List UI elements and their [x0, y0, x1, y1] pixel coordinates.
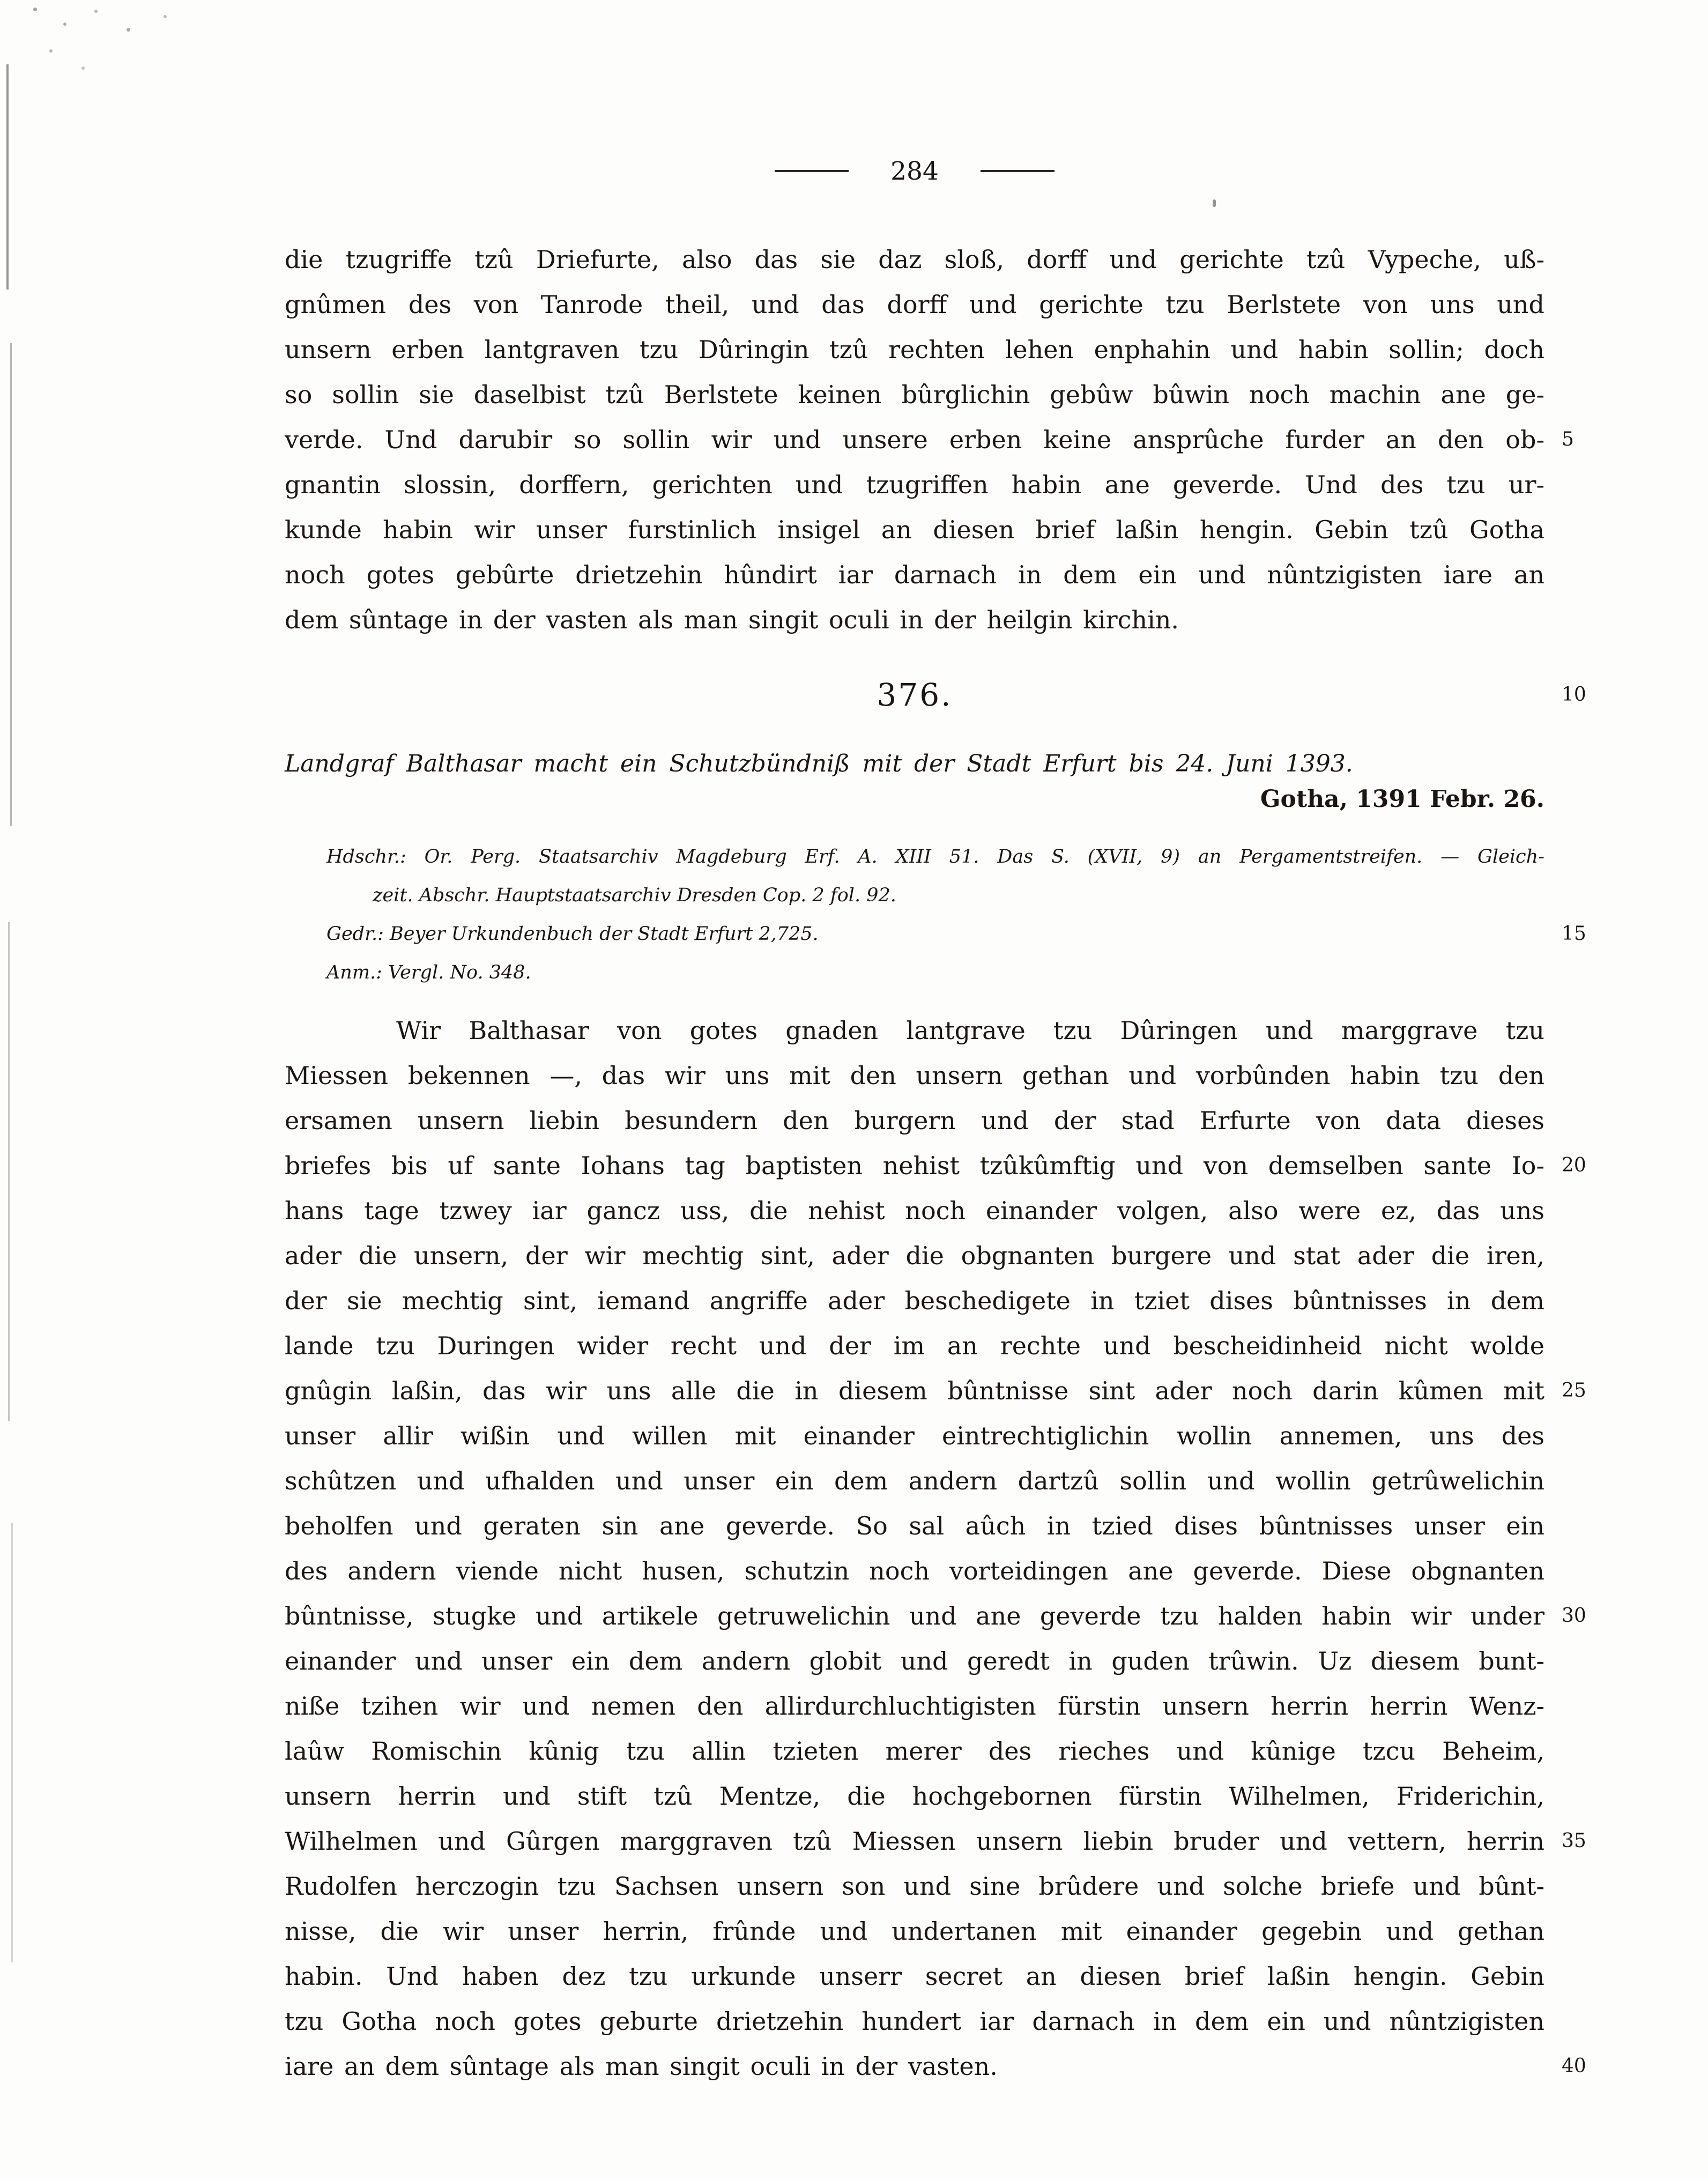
page-content	[285, 0, 1586, 2089]
text-line	[285, 1278, 1544, 1323]
text-line-content: ersamen unsern liebin besundern den burgern und der stad Erfurte von data dieses	[285, 1106, 1544, 1135]
text-line-content: die tzugriffe tzû Driefurte, also das sie daz sloß, dorff und gerichte tzû Vypeche, uß-	[285, 245, 1544, 274]
text-line-content: briefes bis uf sante Iohans tag baptisten nehist tzûkûmftig und von demselben sante Io-	[285, 1151, 1544, 1180]
text-line-content: Wir Balthasar von gotes gnaden lantgrave tzu Dûringen und marggrave tzu	[396, 1016, 1544, 1045]
text-line-content: verde. Und darubir so sollin wir und unsere erben keine ansprûche furder an den ob-	[285, 425, 1544, 454]
binding-scan-artifact	[8, 922, 10, 1421]
text-line	[285, 1774, 1544, 1819]
text-line	[285, 1684, 1544, 1729]
text-line-content: unser allir wißin und willen mit einander eintrechtiglichin wollin annemen, uns des	[285, 1421, 1544, 1450]
text-line-content: Wilhelmen und Gûrgen marggraven tzû Miessen unsern liebin bruder und vettern, herrin	[285, 1827, 1544, 1856]
text-line-content: einander und unser ein dem andern globit und geredt in guden trûwin. Uz diesem bunt-	[285, 1647, 1544, 1675]
intro-paragraph	[285, 237, 1574, 642]
text-line	[285, 507, 1544, 552]
text-line	[285, 1233, 1544, 1278]
note-line-hdschr	[326, 837, 1544, 876]
text-line	[285, 1503, 1544, 1548]
scan-speck	[63, 23, 66, 26]
binding-scan-artifact	[10, 343, 12, 826]
text-line-content: nisse, die wir unser herrin, frûnde und undertanen mit einander gegebin und gethan	[285, 1917, 1544, 1946]
document-number: 376.	[877, 677, 953, 713]
margin-line-number: 25	[1562, 1380, 1586, 1402]
note-line-content: zeit. Abschr. Hauptstaatsarchiv Dresden Cop. 2 fol. 92.	[373, 885, 896, 906]
page-header	[285, 154, 1544, 188]
scan-speck	[81, 66, 85, 70]
header-rule-right	[981, 170, 1054, 172]
note-line-content: Hdschr.: Or. Perg. Staatsarchiv Magdeburg Erf. A. XIII 51. Das S. (XVII, 9) an Pergamentstreifen. — Gleich-	[326, 846, 1544, 867]
margin-line-number: 20	[1562, 1154, 1586, 1176]
header-rule-left	[775, 170, 849, 172]
scan-speck	[164, 15, 167, 18]
text-line-content: tzu Gotha noch gotes geburte drietzehin hundert iar darnach in dem ein und nûntzigisten	[285, 2007, 1544, 2036]
text-line	[285, 327, 1544, 372]
binding-scan-artifact	[6, 64, 9, 290]
text-line	[285, 1819, 1586, 1864]
text-line	[285, 1053, 1544, 1098]
text-line	[285, 1458, 1544, 1503]
margin-line-number: 30	[1562, 1605, 1586, 1627]
text-line-content: schûtzen und ufhalden und unser ein dem andern dartzû sollin und wollin getrûwelichin	[285, 1466, 1544, 1495]
text-line	[285, 1368, 1586, 1413]
text-line-content: iare an dem sûntage als man singit oculi in der vasten.	[285, 2052, 998, 2081]
scan-speck	[94, 10, 98, 13]
margin-line-number: 5	[1562, 428, 1574, 450]
text-line	[285, 552, 1544, 597]
margin-line-number: 10	[1562, 684, 1586, 706]
text-line	[285, 282, 1544, 327]
text-line-content: noch gotes gebûrte drietzehin hûndirt iar darnach in dem ein und nûntzigisten iare an	[285, 560, 1544, 589]
source-notes	[326, 837, 1586, 992]
note-line-anm	[326, 953, 1544, 992]
text-line	[285, 1638, 1544, 1684]
text-line-content: kunde habin wir unser furstinlich insigel an diesen brief laßin hengin. Gebin tzû Gotha	[285, 515, 1544, 544]
text-line-content: gnantin slossin, dorffern, gerichten und tzugriffen habin ane geverde. Und des tzu ur-	[285, 470, 1544, 499]
text-line-content: Rudolfen herczogin tzu Sachsen unsern son und sine brûdere und solche briefe und bûnt-	[285, 1872, 1544, 1901]
text-line-content: bûntnisse, stugke und artikele getruwelichin und ane geverde tzu halden habin wir under	[285, 1601, 1544, 1630]
text-line-content: beholfen und geraten sin ane geverde. So sal aûch in tzied dises bûntnisses unser ein	[285, 1511, 1544, 1540]
binding-scan-artifact	[11, 1523, 13, 1962]
text-line	[285, 462, 1544, 507]
text-line	[285, 1548, 1544, 1593]
text-line	[285, 372, 1544, 417]
text-line-content: unsern herrin und stift tzû Mentze, die hochgebornen fürstin Wilhelmen, Friderichin,	[285, 1782, 1544, 1811]
document-dateline: Gotha, 1391 Febr. 26.	[1260, 785, 1544, 813]
text-line-content: gnûmen des von Tanrode theil, und das dorff und gerichte tzu Berlstete von uns und	[285, 290, 1544, 319]
text-line-content: der sie mechtig sint, iemand angriffe ader beschedigete in tziet dises bûntnisses in dem	[285, 1286, 1544, 1315]
text-line-content: gnûgin laßin, das wir uns alle die in diesem bûntnisse sint ader noch darin kûmen mit	[285, 1376, 1544, 1405]
text-line	[285, 1729, 1544, 1774]
scan-speck	[127, 28, 130, 32]
text-line-content: dem sûntage in der vasten als man singit oculi in der heilgin kirchin.	[285, 605, 1179, 634]
text-line-content: unsern erben lantgraven tzu Dûringin tzû rechten lehen enphahin und habin sollin; doch	[285, 335, 1544, 364]
note-line-content: Anm.: Vergl. No. 348.	[326, 962, 531, 983]
text-line	[285, 417, 1574, 462]
text-line-content: Miessen bekennen —, das wir uns mit den unsern gethan und vorbûnden habin tzu den	[285, 1061, 1544, 1090]
margin-line-number: 40	[1562, 2055, 1586, 2077]
text-line	[285, 1008, 1544, 1053]
text-line	[285, 1864, 1544, 1909]
text-line-content: des andern viende nicht husen, schutzin noch vorteidingen ane geverde. Diese obgnanten	[285, 1556, 1544, 1585]
margin-line-number: 15	[1562, 923, 1586, 945]
text-line	[285, 1323, 1544, 1368]
note-line-gedr	[326, 915, 1586, 953]
text-line	[285, 1999, 1544, 2044]
scan-speck	[49, 49, 53, 53]
document-body	[285, 1008, 1586, 2089]
text-line-content: niße tzihen wir und nemen den allirdurchluchtigisten fürstin unsern herrin herrin Wenz-	[285, 1692, 1544, 1721]
text-line-content: laûw Romischin kûnig tzu allin tzieten merer des rieches und kûnige tzcu Beheim,	[285, 1737, 1544, 1766]
text-line	[285, 1954, 1544, 1999]
text-line	[285, 597, 1544, 642]
text-line	[285, 237, 1544, 282]
document-number-heading	[285, 672, 1586, 717]
margin-line-number: 35	[1562, 1830, 1586, 1852]
text-line	[285, 1593, 1586, 1638]
document-regest: Landgraf Balthasar macht ein Schutzbündniß mit der Stadt Erfurt bis 24. Juni 1393.	[285, 750, 1353, 777]
text-line-content: lande tzu Duringen wider recht und der im an rechte und bescheidinheid nicht wolde	[285, 1331, 1544, 1360]
text-line	[285, 1188, 1544, 1233]
text-line-content: habin. Und haben dez tzu urkunde unserr secret an diesen brief laßin hengin. Gebin	[285, 1962, 1544, 1991]
text-line	[285, 1098, 1544, 1143]
text-line-content: hans tage tzwey iar gancz uss, die nehist noch einander volgen, also were ez, das uns	[285, 1196, 1544, 1225]
note-line-content: Gedr.: Beyer Urkundenbuch der Stadt Erfurt 2,725.	[326, 923, 819, 945]
text-line-content: so sollin sie daselbist tzû Berlstete keinen bûrglichin gebûw bûwin noch machin ane ge-	[285, 380, 1544, 409]
text-line	[285, 1143, 1586, 1188]
scan-speck	[33, 8, 37, 11]
text-line	[285, 1909, 1544, 1954]
text-line-content: ader die unsern, der wir mechtig sint, ader die obgnanten burgere und stat ader die iren,	[285, 1241, 1544, 1270]
note-line-hdschr-continued	[326, 876, 1544, 915]
text-line	[285, 1413, 1544, 1458]
page-number: 284	[890, 156, 939, 186]
text-line	[285, 2044, 1586, 2089]
